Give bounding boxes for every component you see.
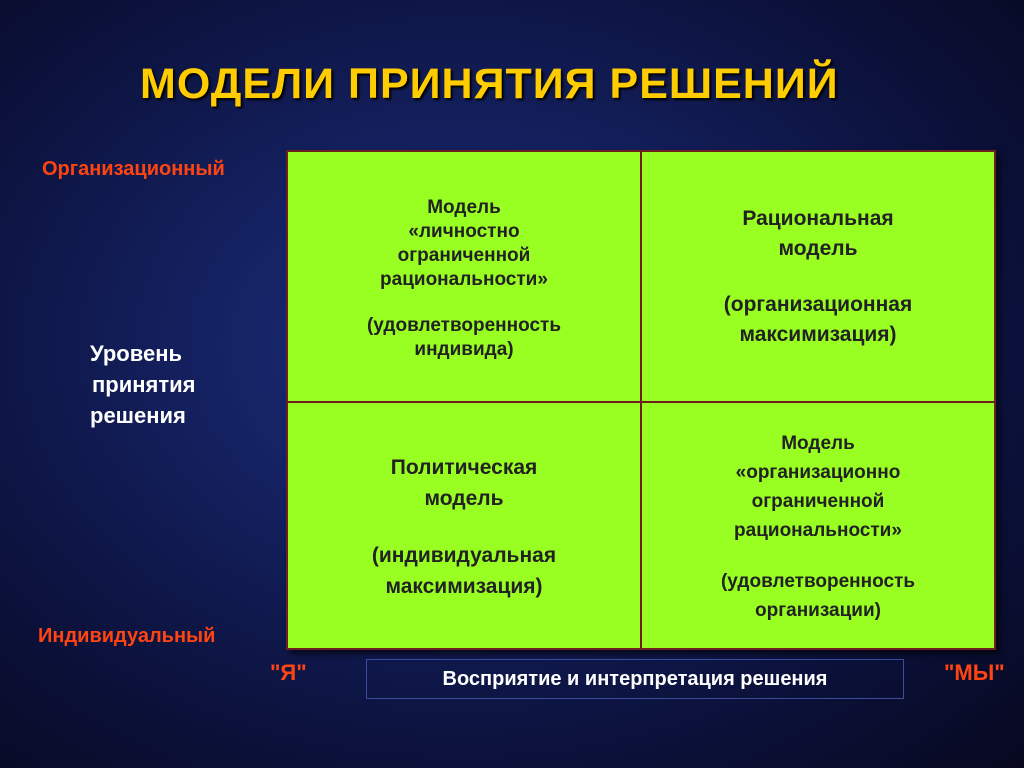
- quadrant-title-line: ограниченной: [397, 244, 531, 266]
- quadrant-title-line: «личностно: [408, 220, 520, 242]
- quadrant-subtitle-line: максимизация): [385, 574, 543, 598]
- quadrant-title-line: Политическая: [390, 455, 538, 479]
- quadrant-subtitle-line: (удовлетворенность: [720, 570, 916, 592]
- quadrant-subtitle-line: индивида): [414, 338, 514, 360]
- quadrant-title-line: рациональности»: [380, 268, 548, 290]
- x-axis-label: Восприятие и интерпретация решения: [366, 659, 904, 699]
- quadrant-title-line: ограниченной: [751, 490, 885, 512]
- x-axis-left-label: "Я": [270, 660, 307, 685]
- quadrant-title-line: Модель: [781, 432, 855, 454]
- quadrant-title-line: рациональности»: [734, 519, 902, 541]
- y-axis-label: [90, 338, 260, 431]
- quadrant-subtitle-line: (организационная: [723, 292, 913, 316]
- y-axis-bottom-label: Индивидуальный: [38, 625, 216, 647]
- quadrant-subtitle-line: организации): [755, 599, 881, 621]
- x-axis-right-label: "МЫ": [944, 660, 1005, 685]
- decision-matrix: [286, 150, 996, 650]
- y-axis-top-label: Организационный: [42, 158, 225, 180]
- quadrant-subtitle-line: максимизация): [739, 322, 897, 346]
- quadrant-title-line: модель: [424, 486, 504, 510]
- y-axis-label-line: решения: [90, 403, 186, 428]
- quadrant-title-line: «организационно: [735, 461, 901, 483]
- slide-title: МОДЕЛИ ПРИНЯТИЯ РЕШЕНИЙ: [140, 60, 839, 108]
- y-axis-label-line: принятия: [92, 372, 196, 397]
- quadrant-bottom-left: [288, 403, 640, 650]
- quadrant-top-left: [288, 152, 640, 403]
- quadrant-subtitle-line: (удовлетворенность: [366, 314, 562, 336]
- quadrant-title-line: Рациональная: [742, 206, 894, 230]
- quadrant-title-line: модель: [778, 236, 858, 260]
- quadrant-bottom-right: [642, 403, 994, 650]
- quadrant-top-right: [642, 152, 994, 401]
- y-axis-label-line: Уровень: [90, 341, 183, 366]
- quadrant-title-line: Модель: [427, 196, 501, 218]
- quadrant-subtitle-line: (индивидуальная: [371, 543, 557, 567]
